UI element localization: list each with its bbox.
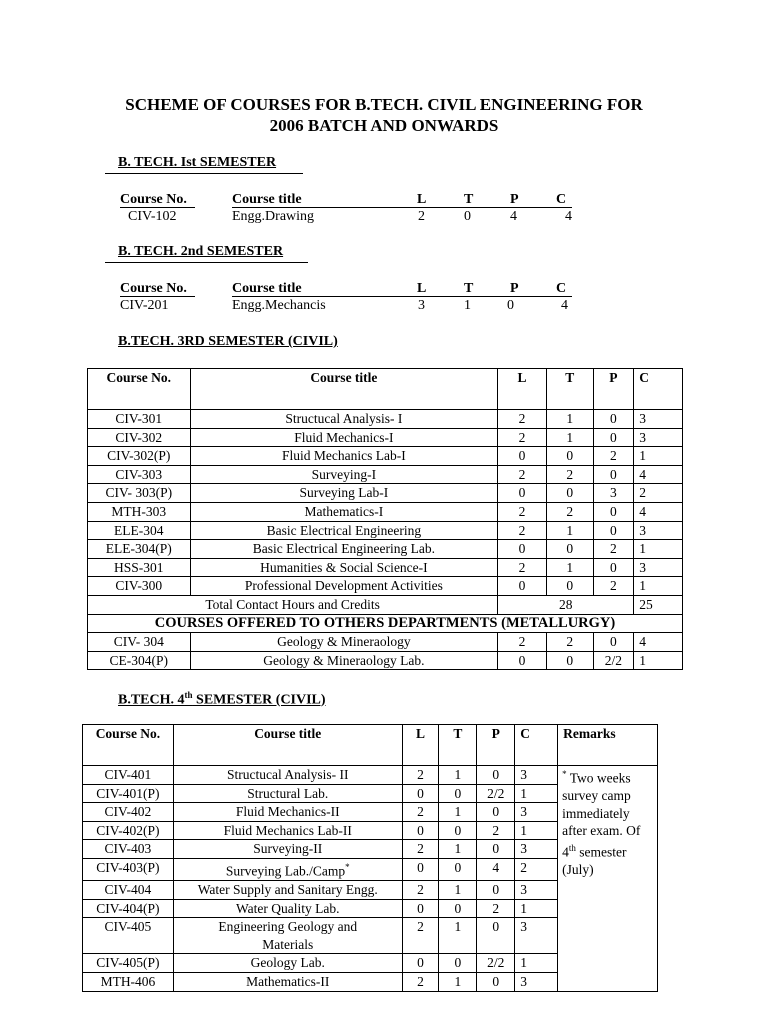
sem1-p: 4 (510, 209, 517, 224)
course-l: 0 (402, 784, 439, 803)
course-c: 1 (515, 899, 558, 918)
table-row (88, 651, 683, 670)
sem1-c: 4 (565, 209, 572, 224)
course-p: 2 (593, 577, 634, 596)
course-l: 0 (498, 577, 547, 596)
course-t: 1 (546, 558, 593, 577)
table-row (88, 633, 683, 652)
course-title: Fluid Mechanics Lab-I (190, 447, 498, 466)
course-c: 4 (634, 633, 683, 652)
course-l: 0 (402, 858, 439, 880)
sem3-header-title: Course title (190, 369, 498, 410)
table-row (83, 766, 658, 785)
sem2-rule (232, 296, 572, 297)
course-c: 3 (515, 766, 558, 785)
course-t: 0 (546, 484, 593, 503)
course-no: CIV- 304 (88, 633, 191, 652)
course-p: 2 (593, 540, 634, 559)
course-l: 0 (402, 821, 439, 840)
course-no: CIV-401(P) (83, 784, 174, 803)
course-p: 0 (477, 973, 515, 992)
course-title: Geology Lab. (173, 954, 402, 973)
sem2-p: 0 (507, 298, 514, 313)
course-c: 3 (515, 840, 558, 859)
course-no: MTH-406 (83, 973, 174, 992)
course-l: 2 (498, 633, 547, 652)
course-no: CIV-300 (88, 577, 191, 596)
sem2-l: 3 (418, 298, 425, 313)
table-row (88, 465, 683, 484)
course-c: 4 (634, 502, 683, 521)
course-p: 0 (593, 502, 634, 521)
total-credits: 25 (634, 595, 683, 614)
sem1-rule-no (120, 207, 195, 208)
course-t: 2 (546, 502, 593, 521)
course-p: 2 (477, 899, 515, 918)
course-l: 2 (402, 918, 439, 954)
sem1-header-l: L (417, 192, 427, 207)
offered-heading-row (88, 614, 683, 633)
course-l: 2 (402, 766, 439, 785)
course-p: 2/2 (477, 954, 515, 973)
course-t: 1 (439, 881, 477, 900)
sem2-header-p: P (510, 281, 519, 296)
course-p: 2 (593, 447, 634, 466)
course-t: 1 (546, 410, 593, 429)
table-row (88, 502, 683, 521)
course-no: CIV-404 (83, 881, 174, 900)
course-title (173, 858, 402, 880)
page-title (0, 94, 768, 136)
table-row (88, 521, 683, 540)
course-title: Fluid Mechanics-I (190, 428, 498, 447)
course-title: Surveying Lab-I (190, 484, 498, 503)
course-no: CIV-403(P) (83, 858, 174, 880)
course-t: 1 (439, 766, 477, 785)
sem4-table (82, 724, 658, 992)
course-l: 0 (402, 954, 439, 973)
course-no: CIV-402(P) (83, 821, 174, 840)
course-title: Geology & Mineraology (190, 633, 498, 652)
course-title-line-2: Materials (262, 936, 314, 952)
sem2-course-title: Engg.Mechancis (232, 298, 326, 313)
sem4-heading-pre: B.TECH. 4 (118, 692, 185, 708)
sem1-t: 0 (464, 209, 471, 224)
course-t: 0 (439, 858, 477, 880)
table-row (88, 447, 683, 466)
sem1-rule (232, 207, 572, 208)
sem3-heading: B.TECH. 3RD SEMESTER (CIVIL) (118, 334, 338, 349)
course-no: CIV-405 (83, 918, 174, 954)
total-row (88, 595, 683, 614)
course-no: MTH-303 (88, 502, 191, 521)
sem3-header-l: L (498, 369, 547, 410)
course-c: 1 (634, 651, 683, 670)
table-row (88, 558, 683, 577)
course-p: 0 (477, 918, 515, 954)
sem1-header-c: C (556, 192, 567, 207)
course-l: 2 (498, 410, 547, 429)
course-c: 1 (634, 447, 683, 466)
course-l: 2 (498, 428, 547, 447)
course-l: 2 (402, 881, 439, 900)
course-c: 3 (634, 410, 683, 429)
course-no: CIV-403 (83, 840, 174, 859)
sem4-header-c: C (515, 725, 558, 766)
course-no: CE-304(P) (88, 651, 191, 670)
course-c: 3 (515, 973, 558, 992)
course-l: 0 (498, 651, 547, 670)
course-no: CIV- 303(P) (88, 484, 191, 503)
course-title: Surveying-II (173, 840, 402, 859)
course-c: 3 (634, 428, 683, 447)
course-no: CIV-402 (83, 803, 174, 822)
course-t: 1 (546, 428, 593, 447)
remarks-text-1: Two weeks survey camp immediately after exam. Of 4 (562, 770, 641, 860)
course-title: Humanities & Social Science-I (190, 558, 498, 577)
table-row (88, 540, 683, 559)
sem2-header-t: T (464, 281, 474, 296)
course-title: Professional Development Activities (190, 577, 498, 596)
course-title: Structural Lab. (173, 784, 402, 803)
sem4-header-row (83, 725, 658, 766)
sem1-course-title: Engg.Drawing (232, 209, 315, 224)
course-c: 3 (634, 558, 683, 577)
course-p: 0 (593, 410, 634, 429)
course-p: 2 (477, 821, 515, 840)
course-l: 0 (402, 899, 439, 918)
offered-heading: COURSES OFFERED TO OTHERS DEPARTMENTS (METALLURGY) (88, 614, 683, 633)
sem2-header-no: Course No. (120, 281, 187, 296)
course-title-star: * (345, 861, 350, 872)
course-title-line-1: Engineering Geology and (218, 919, 358, 935)
course-no: CIV-303 (88, 465, 191, 484)
table-row (88, 577, 683, 596)
course-title: Fluid Mechanics Lab-II (173, 821, 402, 840)
course-p: 0 (593, 633, 634, 652)
course-no: CIV-302(P) (88, 447, 191, 466)
course-p: 0 (477, 766, 515, 785)
course-c: 2 (515, 858, 558, 880)
sem4-header-t: T (439, 725, 477, 766)
course-l: 0 (498, 484, 547, 503)
course-c: 1 (515, 821, 558, 840)
course-t: 0 (546, 540, 593, 559)
sem2-header-l: L (417, 281, 427, 296)
course-c: 3 (515, 918, 558, 954)
course-l: 2 (498, 465, 547, 484)
course-p: 3 (593, 484, 634, 503)
course-no: ELE-304 (88, 521, 191, 540)
sem1-course-no: CIV-102 (128, 209, 177, 224)
sem2-rule-no (120, 296, 195, 297)
remarks-cell (558, 766, 658, 992)
sem2-heading: B. TECH. 2nd SEMESTER (118, 244, 284, 259)
course-l: 0 (498, 447, 547, 466)
sem4-header-title: Course title (173, 725, 402, 766)
total-label: Total Contact Hours and Credits (88, 595, 498, 614)
sem1-l: 2 (418, 209, 425, 224)
remarks-text-2: semester (July) (562, 844, 627, 877)
course-t: 1 (439, 803, 477, 822)
course-title: Mathematics-II (173, 973, 402, 992)
sem4-heading-post: SEMESTER (CIVIL) (192, 692, 326, 708)
course-title: Surveying-I (190, 465, 498, 484)
course-p: 2/2 (477, 784, 515, 803)
sem4-heading (118, 690, 326, 709)
sem3-header-t: T (546, 369, 593, 410)
course-title: Mathematics-I (190, 502, 498, 521)
sem3-header-row (88, 369, 683, 410)
sem2-heading-rule (105, 262, 308, 263)
course-t: 0 (439, 821, 477, 840)
course-p: 0 (593, 558, 634, 577)
course-t: 0 (546, 577, 593, 596)
course-title-text: Surveying Lab./Camp (225, 863, 346, 879)
course-t: 0 (439, 899, 477, 918)
course-c: 3 (515, 803, 558, 822)
course-no: ELE-304(P) (88, 540, 191, 559)
course-l: 0 (498, 540, 547, 559)
sem4-header-no: Course No. (83, 725, 174, 766)
course-t: 2 (546, 465, 593, 484)
course-c: 1 (515, 784, 558, 803)
course-p: 0 (593, 521, 634, 540)
course-no: CIV-404(P) (83, 899, 174, 918)
course-title (173, 918, 402, 954)
course-p: 4 (477, 858, 515, 880)
sem2-c: 4 (561, 298, 568, 313)
sem1-header-t: T (464, 192, 474, 207)
course-title: Fluid Mechanics-II (173, 803, 402, 822)
table-row (88, 428, 683, 447)
course-c: 3 (634, 521, 683, 540)
course-l: 2 (498, 521, 547, 540)
course-t: 0 (546, 447, 593, 466)
course-c: 2 (634, 484, 683, 503)
course-t: 2 (546, 633, 593, 652)
course-l: 2 (498, 558, 547, 577)
course-title: Structucal Analysis- I (190, 410, 498, 429)
sem4-header-remarks: Remarks (558, 725, 658, 766)
course-title: Basic Electrical Engineering Lab. (190, 540, 498, 559)
sem3-header-no: Course No. (88, 369, 191, 410)
course-no: CIV-301 (88, 410, 191, 429)
sem2-t: 1 (464, 298, 471, 313)
course-no: CIV-401 (83, 766, 174, 785)
course-title: Geology & Mineraology Lab. (190, 651, 498, 670)
course-title: Water Quality Lab. (173, 899, 402, 918)
remarks-star: * (562, 769, 567, 779)
course-p: 0 (593, 465, 634, 484)
course-title: Water Supply and Sanitary Engg. (173, 881, 402, 900)
course-l: 2 (402, 973, 439, 992)
sem4-header-p: P (477, 725, 515, 766)
course-p: 0 (593, 428, 634, 447)
title-line-1: SCHEME OF COURSES FOR B.TECH. CIVIL ENGINEERING FOR (125, 95, 643, 114)
course-no: CIV-405(P) (83, 954, 174, 973)
course-title: Structucal Analysis- II (173, 766, 402, 785)
sem2-header-title: Course title (232, 281, 302, 296)
course-t: 0 (546, 651, 593, 670)
course-c: 1 (634, 577, 683, 596)
course-no: CIV-302 (88, 428, 191, 447)
course-l: 2 (498, 502, 547, 521)
title-line-2: 2006 BATCH AND ONWARDS (269, 116, 499, 135)
course-p: 0 (477, 881, 515, 900)
sem1-heading: B. TECH. Ist SEMESTER (118, 155, 277, 170)
sem3-header-c: C (634, 369, 683, 410)
course-p: 0 (477, 803, 515, 822)
course-p: 2/2 (593, 651, 634, 670)
course-t: 1 (546, 521, 593, 540)
sem1-header-p: P (510, 192, 519, 207)
course-c: 1 (634, 540, 683, 559)
sem1-header-title: Course title (232, 192, 302, 207)
course-t: 0 (439, 784, 477, 803)
course-t: 1 (439, 918, 477, 954)
sem1-header-no: Course No. (120, 192, 187, 207)
course-l: 2 (402, 803, 439, 822)
sem2-course-no: CIV-201 (120, 298, 169, 313)
course-t: 1 (439, 840, 477, 859)
sem3-table (87, 368, 683, 670)
course-c: 4 (634, 465, 683, 484)
remarks-sup: th (568, 842, 576, 853)
sem3-header-p: P (593, 369, 634, 410)
course-t: 1 (439, 973, 477, 992)
course-title: Basic Electrical Engineering (190, 521, 498, 540)
course-t: 0 (439, 954, 477, 973)
course-l: 2 (402, 840, 439, 859)
table-row (88, 484, 683, 503)
course-p: 0 (477, 840, 515, 859)
sem1-heading-rule (105, 173, 303, 174)
course-no: HSS-301 (88, 558, 191, 577)
sem4-heading-sup: th (184, 690, 193, 700)
table-row (88, 410, 683, 429)
sem4-header-l: L (402, 725, 439, 766)
course-c: 1 (515, 954, 558, 973)
course-c: 3 (515, 881, 558, 900)
sem2-header-c: C (556, 281, 567, 296)
total-hours: 28 (498, 595, 634, 614)
